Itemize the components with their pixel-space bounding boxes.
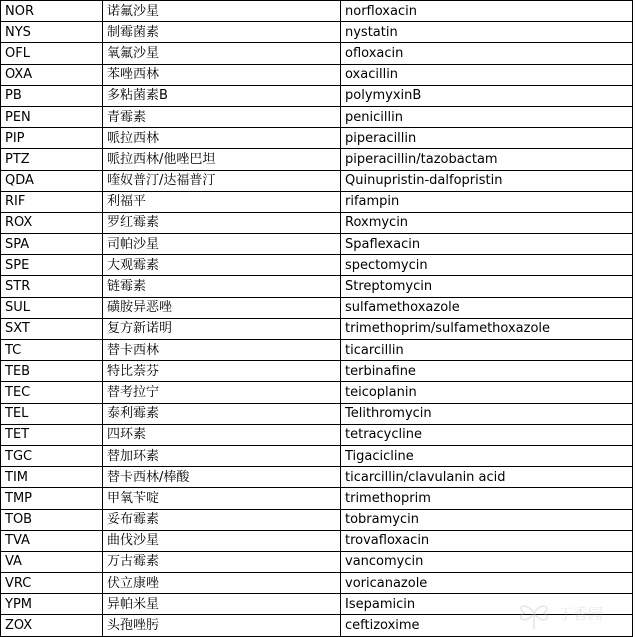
table-row — [1, 85, 633, 106]
chinese-name-cell: 替考拉宁 — [103, 382, 341, 403]
english-name-cell: terbinafine — [341, 361, 633, 382]
chinese-name-cell: 司帕沙星 — [103, 234, 341, 255]
abbreviation-cell: TEC — [1, 382, 103, 403]
chinese-name-cell: 苯唑西林 — [103, 64, 341, 85]
table-row — [1, 594, 633, 615]
table-row — [1, 64, 633, 85]
table-row — [1, 361, 633, 382]
english-name-cell: piperacillin/tazobactam — [341, 149, 633, 170]
english-name-cell: penicillin — [341, 106, 633, 127]
chinese-name-cell: 哌拉西林 — [103, 128, 341, 149]
table-row — [1, 488, 633, 509]
table-row — [1, 106, 633, 127]
table-row — [1, 149, 633, 170]
english-name-cell: norfloxacin — [341, 1, 633, 22]
table-row — [1, 43, 633, 64]
abbreviation-cell: STR — [1, 276, 103, 297]
chinese-name-cell: 诺氟沙星 — [103, 1, 341, 22]
abbreviation-cell: VA — [1, 551, 103, 572]
chinese-name-cell: 伏立康唑 — [103, 573, 341, 594]
table-row — [1, 128, 633, 149]
chinese-name-cell: 万古霉素 — [103, 551, 341, 572]
abbreviation-cell: OXA — [1, 64, 103, 85]
table-row — [1, 191, 633, 212]
chinese-name-cell: 甲氧苄啶 — [103, 488, 341, 509]
abbreviation-cell: SUL — [1, 297, 103, 318]
table-row — [1, 170, 633, 191]
english-name-cell: rifampin — [341, 191, 633, 212]
english-name-cell: spectomycin — [341, 255, 633, 276]
abbreviation-cell: RIF — [1, 191, 103, 212]
table-row — [1, 445, 633, 466]
chinese-name-cell: 氧氟沙星 — [103, 43, 341, 64]
english-name-cell: Telithromycin — [341, 403, 633, 424]
table-body — [1, 1, 633, 637]
abbreviation-cell: TMP — [1, 488, 103, 509]
english-name-cell: vancomycin — [341, 551, 633, 572]
abbreviation-cell: TEL — [1, 403, 103, 424]
english-name-cell: trimethoprim — [341, 488, 633, 509]
chinese-name-cell: 磺胺异恶唑 — [103, 297, 341, 318]
abbreviation-cell: ZOX — [1, 615, 103, 636]
english-name-cell: sulfamethoxazole — [341, 297, 633, 318]
abbreviation-cell: SPE — [1, 255, 103, 276]
english-name-cell: Streptomycin — [341, 276, 633, 297]
abbreviation-cell: PEN — [1, 106, 103, 127]
watermark-text: 丁香园 — [558, 605, 604, 623]
abbreviation-cell: SPA — [1, 234, 103, 255]
english-name-cell: ticarcillin — [341, 340, 633, 361]
abbreviation-cell: SXT — [1, 318, 103, 339]
chinese-name-cell: 多粘菌素B — [103, 85, 341, 106]
abbreviation-cell: NYS — [1, 22, 103, 43]
abbreviation-cell: PTZ — [1, 149, 103, 170]
english-name-cell: piperacillin — [341, 128, 633, 149]
english-name-cell: Roxmycin — [341, 212, 633, 233]
chinese-name-cell: 头孢唑肟 — [103, 615, 341, 636]
table-row — [1, 340, 633, 361]
table-row — [1, 467, 633, 488]
chinese-name-cell: 利福平 — [103, 191, 341, 212]
chinese-name-cell: 四环素 — [103, 424, 341, 445]
table-row — [1, 22, 633, 43]
chinese-name-cell: 制霉菌素 — [103, 22, 341, 43]
table-row — [1, 530, 633, 551]
abbreviation-cell: QDA — [1, 170, 103, 191]
english-name-cell: tobramycin — [341, 509, 633, 530]
abbreviation-cell: VRC — [1, 573, 103, 594]
chinese-name-cell: 哌拉西林/他唑巴坦 — [103, 149, 341, 170]
chinese-name-cell: 链霉素 — [103, 276, 341, 297]
abbreviation-cell: OFL — [1, 43, 103, 64]
table-row — [1, 212, 633, 233]
english-name-cell: Spaflexacin — [341, 234, 633, 255]
table-row — [1, 403, 633, 424]
chinese-name-cell: 泰利霉素 — [103, 403, 341, 424]
english-name-cell: ofloxacin — [341, 43, 633, 64]
english-name-cell: oxacillin — [341, 64, 633, 85]
english-name-cell: ceftizoxime — [341, 615, 633, 636]
english-name-cell: ticarcillin/clavulanin acid — [341, 467, 633, 488]
table-row — [1, 382, 633, 403]
abbreviation-cell: TC — [1, 340, 103, 361]
chinese-name-cell: 罗红霉素 — [103, 212, 341, 233]
table-row — [1, 255, 633, 276]
chinese-name-cell: 妥布霉素 — [103, 509, 341, 530]
abbreviation-cell: ROX — [1, 212, 103, 233]
table-row — [1, 318, 633, 339]
table-row — [1, 573, 633, 594]
chinese-name-cell: 大观霉素 — [103, 255, 341, 276]
table-row — [1, 297, 633, 318]
english-name-cell: Tigacicline — [341, 445, 633, 466]
table-row — [1, 276, 633, 297]
table-row — [1, 234, 633, 255]
abbreviation-cell: YPM — [1, 594, 103, 615]
table-row — [1, 1, 633, 22]
table-row — [1, 615, 633, 636]
chinese-name-cell: 特比萘芬 — [103, 361, 341, 382]
chinese-name-cell: 替卡西林 — [103, 340, 341, 361]
chinese-name-cell: 替加环素 — [103, 445, 341, 466]
table-row — [1, 424, 633, 445]
table-row — [1, 551, 633, 572]
abbreviation-cell: TGC — [1, 445, 103, 466]
english-name-cell: polymyxinB — [341, 85, 633, 106]
english-name-cell: trimethoprim/sulfamethoxazole — [341, 318, 633, 339]
english-name-cell: nystatin — [341, 22, 633, 43]
abbreviation-cell: PB — [1, 85, 103, 106]
english-name-cell: voricanazole — [341, 573, 633, 594]
table-row — [1, 509, 633, 530]
english-name-cell: tetracycline — [341, 424, 633, 445]
chinese-name-cell: 异帕米星 — [103, 594, 341, 615]
abbreviation-cell: PIP — [1, 128, 103, 149]
abbreviation-cell: TIM — [1, 467, 103, 488]
english-name-cell: teicoplanin — [341, 382, 633, 403]
abbreviation-cell: NOR — [1, 1, 103, 22]
abbreviation-cell: TEB — [1, 361, 103, 382]
english-name-cell: trovafloxacin — [341, 530, 633, 551]
abbreviation-cell: TOB — [1, 509, 103, 530]
chinese-name-cell: 复方新诺明 — [103, 318, 341, 339]
chinese-name-cell: 喹奴普汀/达福普汀 — [103, 170, 341, 191]
english-name-cell: Isepamicin — [341, 594, 633, 615]
chinese-name-cell: 曲伐沙星 — [103, 530, 341, 551]
english-name-cell: Quinupristin-dalfopristin — [341, 170, 633, 191]
abbreviation-cell: TVA — [1, 530, 103, 551]
chinese-name-cell: 替卡西林/棒酸 — [103, 467, 341, 488]
abbreviation-cell: TET — [1, 424, 103, 445]
chinese-name-cell: 青霉素 — [103, 106, 341, 127]
